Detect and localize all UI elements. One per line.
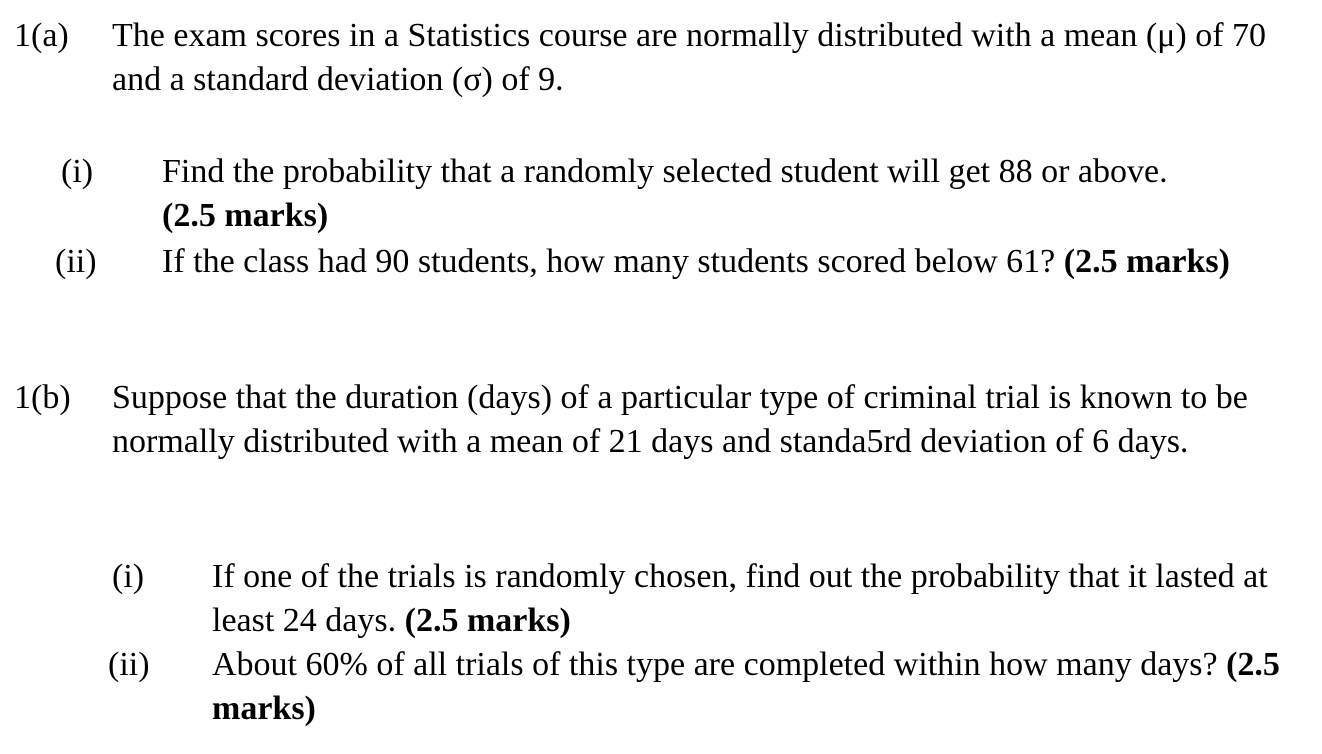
part-question: If the class had 90 students, how many students scored below 61? bbox=[162, 243, 1064, 280]
part-text bbox=[212, 555, 1302, 643]
part-text bbox=[162, 240, 1272, 284]
part-question: If one of the trials is randomly chosen, find out the probability that it lasted at least 24 days. bbox=[212, 558, 1268, 639]
part-number: (i) bbox=[112, 558, 145, 595]
part-text bbox=[212, 643, 1287, 731]
part-question: Find the probability that a randomly selected student will get 88 or above. bbox=[162, 153, 1168, 190]
part-text bbox=[162, 150, 1222, 238]
part-number: (ii) bbox=[55, 243, 97, 280]
question-number: 1(b) bbox=[14, 379, 71, 416]
question-number: 1(a) bbox=[14, 17, 69, 54]
part-marks: (2.5 marks) bbox=[404, 602, 571, 639]
part-marks: (2.5 marks) bbox=[212, 646, 1280, 727]
question-text: Suppose that the duration (days) of a particular type of criminal trial is known to be normally distributed with a mean of 21 days and standa5rd deviation of 6 days. bbox=[112, 379, 1248, 460]
part-number: (ii) bbox=[108, 646, 150, 683]
part-number: (i) bbox=[61, 153, 94, 190]
part-marks: (2.5 marks) bbox=[1063, 243, 1230, 280]
question-text: The exam scores in a Statistics course are normally distributed with a mean (μ) of 70 and a standard deviation (σ) of 9. bbox=[112, 17, 1267, 98]
part-marks: (2.5 marks) bbox=[162, 197, 329, 234]
part-question: About 60% of all trials of this type are completed within how many days? bbox=[212, 646, 1227, 683]
